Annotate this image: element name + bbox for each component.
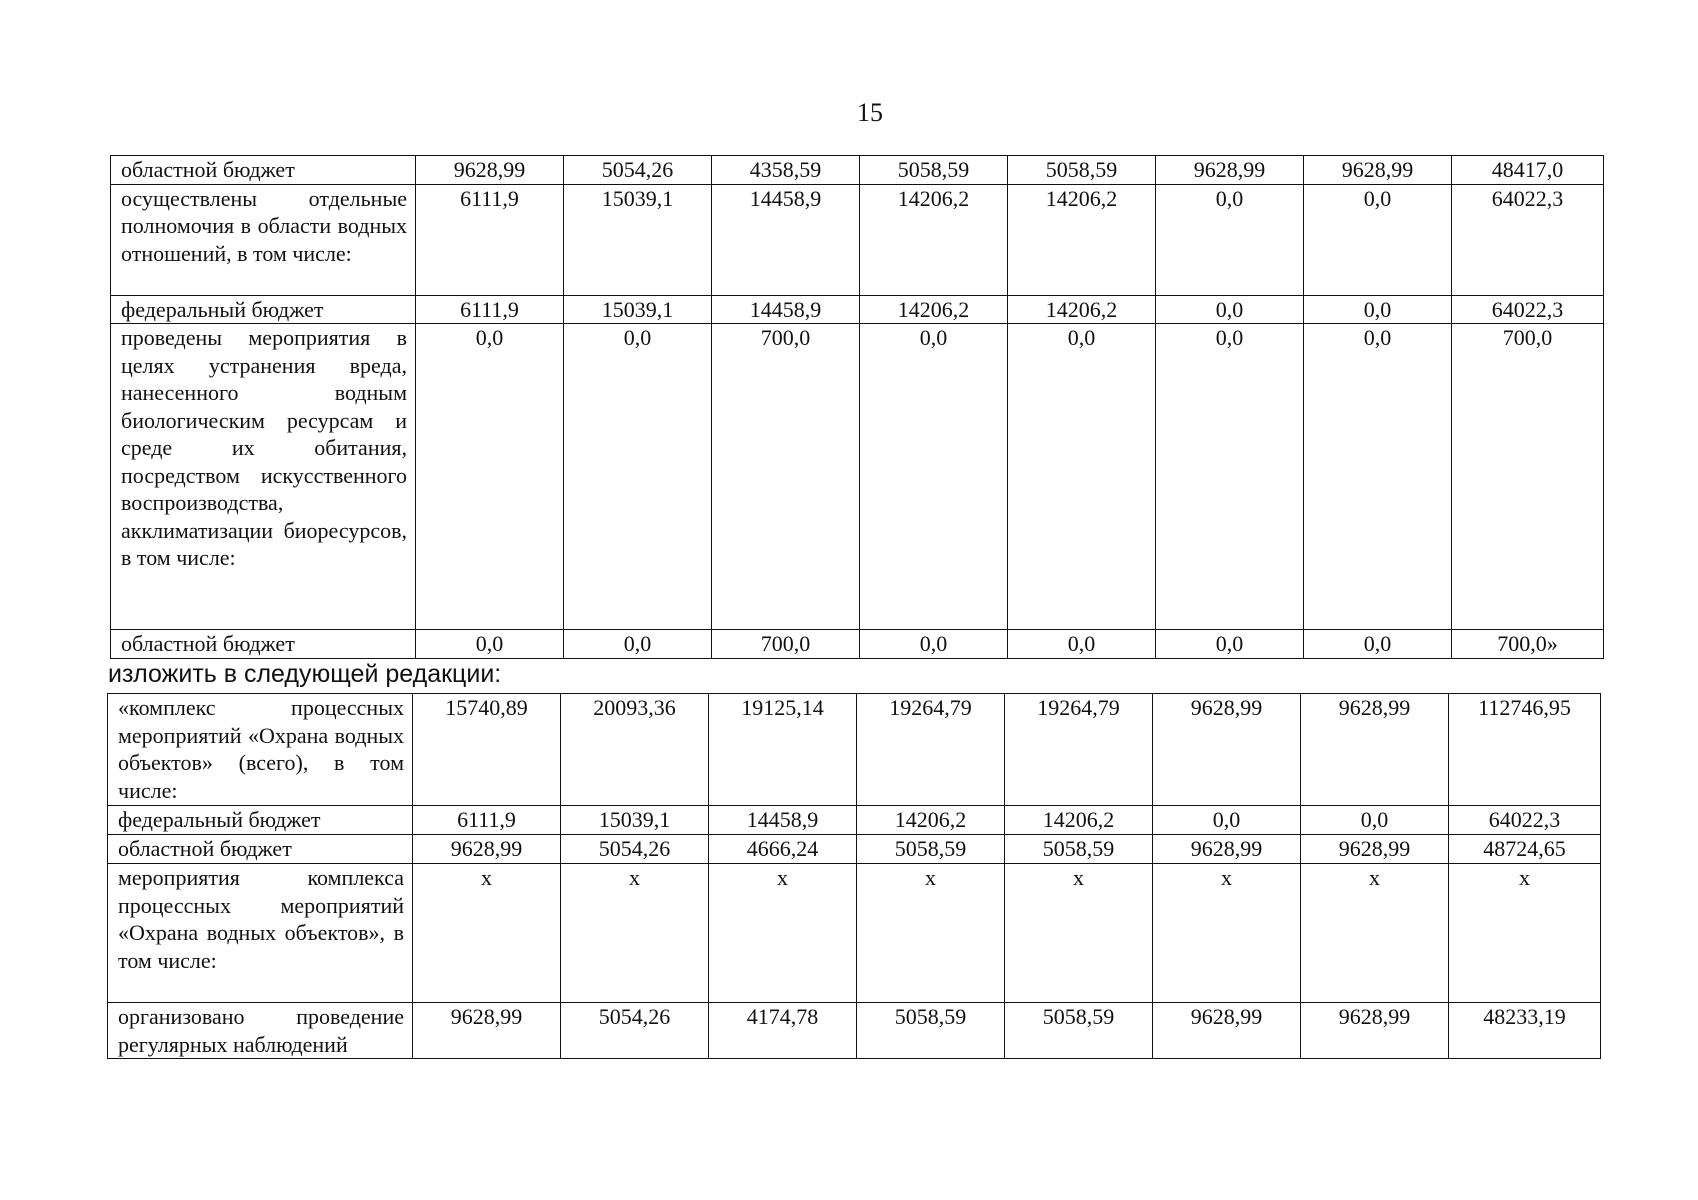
value-cell: 14458,9 [712, 184, 860, 295]
value-cell: 15039,1 [561, 806, 709, 835]
value-cell: 14458,9 [709, 806, 857, 835]
table-row [111, 295, 1604, 324]
value-cell: 0,0 [1304, 184, 1452, 295]
value-cell: 14458,9 [712, 295, 860, 324]
value-cell: 6111,9 [416, 184, 564, 295]
value-cell: x [1153, 864, 1301, 1003]
value-cell: x [857, 864, 1005, 1003]
table-row [108, 835, 1601, 864]
value-cell: x [413, 864, 561, 1003]
value-cell: 64022,3 [1452, 295, 1604, 324]
value-cell: 14206,2 [1008, 295, 1156, 324]
value-cell: x [1005, 864, 1153, 1003]
value-cell: 9628,99 [1301, 694, 1449, 806]
row-label: осуществлены отдельные полномочия в области водных отношений, в том числе: [111, 184, 416, 295]
row-label: мероприятия комплекса процессных мероприятий «Охрана водных объектов», в том числе: [108, 864, 413, 1003]
value-cell: 9628,99 [1156, 156, 1304, 185]
value-cell: 20093,36 [561, 694, 709, 806]
value-cell: 5058,59 [857, 1003, 1005, 1059]
value-cell: 700,0» [1452, 630, 1604, 659]
row-label: областной бюджет [108, 835, 413, 864]
value-cell: 5054,26 [561, 1003, 709, 1059]
value-cell: 5058,59 [860, 156, 1008, 185]
value-cell: 14206,2 [860, 295, 1008, 324]
value-cell: 48233,19 [1449, 1003, 1601, 1059]
value-cell: 9628,99 [1153, 694, 1301, 806]
value-cell: 0,0 [1156, 295, 1304, 324]
value-cell: 9628,99 [416, 156, 564, 185]
value-cell: x [561, 864, 709, 1003]
value-cell: 0,0 [1301, 806, 1449, 835]
value-cell: 19264,79 [857, 694, 1005, 806]
value-cell: 5054,26 [561, 835, 709, 864]
value-cell: 64022,3 [1452, 184, 1604, 295]
value-cell: 14206,2 [1008, 184, 1156, 295]
value-cell: 14206,2 [1005, 806, 1153, 835]
value-cell: 15039,1 [564, 295, 712, 324]
budget-table-after [107, 693, 1601, 1059]
value-cell: 15039,1 [564, 184, 712, 295]
value-cell: 9628,99 [1304, 156, 1452, 185]
value-cell: 64022,3 [1449, 806, 1601, 835]
value-cell: 48724,65 [1449, 835, 1601, 864]
value-cell: 9628,99 [413, 835, 561, 864]
value-cell: 4666,24 [709, 835, 857, 864]
value-cell: 9628,99 [1301, 835, 1449, 864]
value-cell: 0,0 [1156, 630, 1304, 659]
table-row [108, 864, 1601, 1003]
value-cell: 6111,9 [413, 806, 561, 835]
value-cell: 0,0 [564, 630, 712, 659]
value-cell: 112746,95 [1449, 694, 1601, 806]
value-cell: 48417,0 [1452, 156, 1604, 185]
budget-table-before [110, 155, 1604, 659]
value-cell: 9628,99 [1153, 835, 1301, 864]
value-cell: 15740,89 [413, 694, 561, 806]
value-cell: 0,0 [860, 324, 1008, 630]
value-cell: 9628,99 [413, 1003, 561, 1059]
value-cell: 0,0 [416, 324, 564, 630]
value-cell: 700,0 [712, 324, 860, 630]
value-cell: 5058,59 [857, 835, 1005, 864]
value-cell: 0,0 [564, 324, 712, 630]
value-cell: x [1449, 864, 1601, 1003]
row-label: организовано проведение регулярных наблюдений [108, 1003, 413, 1059]
value-cell: 0,0 [1008, 324, 1156, 630]
value-cell: 5054,26 [564, 156, 712, 185]
table-row [108, 694, 1601, 806]
value-cell: 4358,59 [712, 156, 860, 185]
value-cell: 0,0 [1156, 184, 1304, 295]
value-cell: 5058,59 [1005, 835, 1153, 864]
value-cell: 19264,79 [1005, 694, 1153, 806]
row-label: областной бюджет [111, 156, 416, 185]
value-cell: x [1301, 864, 1449, 1003]
value-cell: 19125,14 [709, 694, 857, 806]
page-number: 15 [857, 98, 883, 127]
row-label: проведены мероприятия в целях устранения вреда, нанесенного водным биологическим ресурсам и среде их обитания, посредством искусственного воспроизводства, акклиматизации биоресурсов, в том числе: [111, 324, 416, 630]
value-cell: x [709, 864, 857, 1003]
value-cell: 0,0 [1304, 295, 1452, 324]
row-label: федеральный бюджет [108, 806, 413, 835]
value-cell: 0,0 [1156, 324, 1304, 630]
value-cell: 700,0 [1452, 324, 1604, 630]
table-row [111, 184, 1604, 295]
value-cell: 0,0 [1008, 630, 1156, 659]
value-cell: 700,0 [712, 630, 860, 659]
value-cell: 0,0 [860, 630, 1008, 659]
value-cell: 0,0 [1304, 324, 1452, 630]
value-cell: 14206,2 [857, 806, 1005, 835]
row-label: «комплекс процессных мероприятий «Охрана водных объектов» (всего), в том числе: [108, 694, 413, 806]
value-cell: 0,0 [1304, 630, 1452, 659]
table-row [111, 324, 1604, 630]
value-cell: 9628,99 [1301, 1003, 1449, 1059]
value-cell: 5058,59 [1005, 1003, 1153, 1059]
row-label: областной бюджет [111, 630, 416, 659]
table-row [111, 156, 1604, 185]
table-row [108, 1003, 1601, 1059]
value-cell: 4174,78 [709, 1003, 857, 1059]
value-cell: 0,0 [1153, 806, 1301, 835]
value-cell: 0,0 [416, 630, 564, 659]
value-cell: 14206,2 [860, 184, 1008, 295]
table-row [111, 630, 1604, 659]
row-label: федеральный бюджет [111, 295, 416, 324]
instruction-text: изложить в следующей редакции: [108, 660, 502, 688]
value-cell: 6111,9 [416, 295, 564, 324]
table-row [108, 806, 1601, 835]
value-cell: 5058,59 [1008, 156, 1156, 185]
value-cell: 9628,99 [1153, 1003, 1301, 1059]
